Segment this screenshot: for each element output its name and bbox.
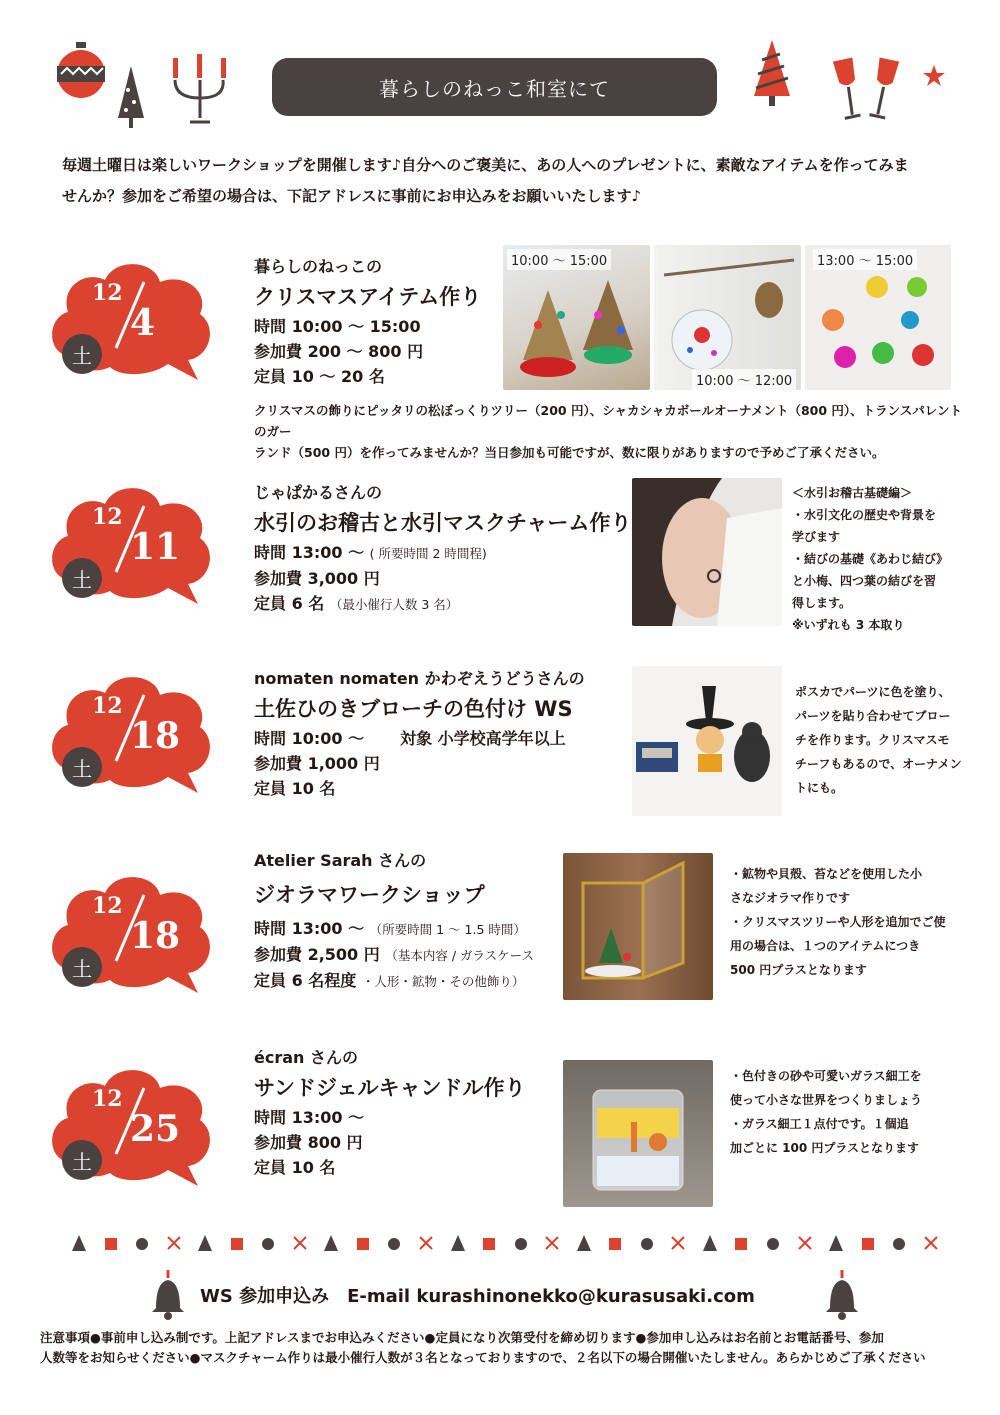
- target-text: 対象 小学校高学年以上: [400, 729, 566, 748]
- event-host: nomaten nomaten かわぞえうどうさんの: [254, 669, 585, 688]
- event-info: [254, 254, 481, 389]
- desc-line: 得します。: [792, 596, 852, 610]
- event-description: [730, 862, 980, 982]
- event-title: 水引のお稽古と水引マスクチャーム作り: [254, 511, 632, 535]
- badge-day: 18: [130, 915, 181, 957]
- christmas-icon-row: [70, 1228, 940, 1258]
- event-capacity: 定員 10 名: [254, 1158, 336, 1177]
- wine-glasses-icon: [832, 55, 902, 125]
- mask-charm-image: [632, 478, 782, 626]
- badge-day: 25: [130, 1108, 181, 1150]
- christmas-deco-icon: [827, 1233, 845, 1253]
- christmas-deco-icon: [133, 1233, 151, 1253]
- event-description: [730, 1064, 980, 1160]
- sand-gel-candle-image: [563, 1060, 713, 1207]
- event-info: [254, 1045, 526, 1180]
- event-time: [254, 540, 631, 566]
- desc-line: 使って小さな世界をつくりましょう: [730, 1093, 923, 1107]
- badge-month: 12: [92, 504, 123, 530]
- christmas-deco-icon: [259, 1233, 277, 1253]
- desc-line: ・ガラス細工１点付です。１個追: [730, 1117, 909, 1131]
- christmas-deco-icon: [196, 1233, 214, 1253]
- event-time: [254, 916, 534, 942]
- photo-pinecone-trees: [503, 245, 650, 390]
- photo-time-label: 13:00 ～ 15:00: [813, 249, 917, 270]
- note-line: ランド（500 円）を作ってみませんか？当日参加も可能ですが、数に限りがありますので予めご了承ください。: [254, 445, 885, 460]
- event-time: 時間 13:00 ～: [254, 1108, 365, 1127]
- christmas-deco-icon: [512, 1233, 530, 1253]
- event-fee: 参加費 1,000 円: [254, 754, 380, 773]
- event-title: サンドジェルキャンドル作り: [254, 1076, 526, 1100]
- intro-line: 毎週土曜日は楽しいワークショップを開催します♪自分へのご褒美に、あの人へのプレゼントに、素敵なアイテムを作ってみま: [62, 156, 909, 174]
- christmas-deco-icon: [291, 1233, 309, 1253]
- desc-line: パーツを貼り合わせてブロー: [795, 709, 951, 723]
- christmas-deco-icon: [165, 1233, 183, 1253]
- footer-line: 注意事項●事前申し込み制です。上記アドレスまでお申込みください●定員になり次第受付を締め切ります●参加申し込みはお名前とお電話番号、参加: [40, 1330, 884, 1345]
- event-title: クリスマスアイテム作り: [254, 285, 482, 309]
- date-badge: [40, 1058, 215, 1193]
- event-fee: 参加費 200 ～ 800 円: [254, 342, 424, 361]
- desc-line: ・結びの基礎《あわじ結び》: [792, 552, 949, 566]
- event-capacity: [254, 591, 631, 617]
- time-sub: （所要時間 1 ～ 1.5 時間）: [369, 922, 526, 937]
- event-note: [254, 400, 974, 463]
- badge-weekday: 土: [62, 334, 102, 374]
- intro-text: [62, 150, 942, 212]
- christmas-deco-icon: [732, 1233, 750, 1253]
- christmas-deco-icon: [890, 1233, 908, 1253]
- fee-text: 参加費 2,500 円: [254, 945, 380, 964]
- event-info: [254, 666, 585, 801]
- christmas-deco-icon: [417, 1233, 435, 1253]
- desc-line: トにも。: [795, 781, 844, 795]
- star-icon: [922, 64, 946, 88]
- desc-line: ポスカでパーツに色を塗り、: [795, 685, 951, 699]
- note-line: クリスマスの飾りにピッタリの松ぼっくりツリー（200 円）、シャカシャカボールオーナメント（800 円）、トランスパレントのガー: [254, 403, 962, 439]
- christmas-deco-icon: [669, 1233, 687, 1253]
- badge-weekday: 土: [62, 1140, 102, 1180]
- contact-email: WS 参加申込み E-mail kurashinonekko@kurasusaki.com: [200, 1286, 755, 1307]
- christmas-deco-icon: [575, 1233, 593, 1253]
- event-description: [795, 680, 980, 800]
- photo-sand-gel-candle: [563, 1060, 713, 1207]
- event-capacity: 定員 10 名: [254, 779, 336, 798]
- desc-line: ※いずれも 3 本取り: [792, 618, 905, 632]
- event-host: じゃぱかるさんの: [254, 483, 383, 502]
- event-fee: 参加費 3,000 円: [254, 569, 380, 588]
- christmas-deco-icon: [480, 1233, 498, 1253]
- desc-line: 500 円プラスとなります: [730, 963, 867, 977]
- badge-day: 4: [130, 302, 156, 344]
- desc-line: 用の場合は、１つのアイテムにつき: [730, 939, 921, 953]
- christmas-deco-icon: [102, 1233, 120, 1253]
- desc-line: と小梅、四つ葉の結びを習: [792, 574, 937, 588]
- christmas-deco-icon: [764, 1233, 782, 1253]
- badge-month: 12: [92, 893, 123, 919]
- christmas-deco-icon: [638, 1233, 656, 1253]
- fee-sub: （基本内容 / ガラスケース: [385, 948, 535, 963]
- footer-line: 人数等をお知らせください●マスクチャーム作りは最小催行人数が３名となっておりますので、２名以下の場合開催いたしません。あらかじめご了承ください: [40, 1350, 926, 1365]
- event-capacity: 定員 10 ～ 20 名: [254, 367, 385, 386]
- christmas-deco-icon: [606, 1233, 624, 1253]
- time-text: 時間 13:00 ～: [254, 919, 365, 938]
- photo-wooden-brooches: [632, 666, 782, 816]
- desc-line: ・水引文化の歴史や背景を: [792, 508, 937, 522]
- capacity-sub: ・人形・鉱物・その他飾り）: [361, 974, 525, 989]
- desc-line: ・色付きの砂や可愛いガラス細工を: [730, 1069, 922, 1083]
- time-text: 時間 10:00 ～: [254, 729, 365, 748]
- christmas-deco-icon: [322, 1233, 340, 1253]
- capacity-sub: （最小催行人数 3 名）: [329, 597, 459, 612]
- desc-line: 学びます: [792, 530, 841, 544]
- date-badge: [40, 865, 215, 1000]
- bell-icon: [822, 1270, 862, 1320]
- diorama-image: [563, 853, 713, 1000]
- desc-line: ・鉱物や貝殻、苔などを使用した小: [730, 867, 923, 881]
- time-sub: ( 所要時間 2 時間程): [369, 546, 487, 561]
- badge-weekday: 土: [62, 558, 102, 598]
- striped-tree-icon: [752, 40, 792, 106]
- photo-time-label: 10:00 ～ 12:00: [692, 369, 796, 390]
- badge-weekday: 土: [62, 747, 102, 787]
- footer-notes: [40, 1328, 970, 1368]
- desc-line: 加ごとに 100 円プラスとなります: [730, 1141, 920, 1155]
- desc-line: ＜水引お稽古基礎編＞: [792, 486, 913, 500]
- desc-line: さなジオラマ作りです: [730, 891, 851, 905]
- capacity-text: 定員 6 名: [254, 594, 325, 613]
- desc-line: チーフもあるので、オーナメン: [795, 757, 962, 771]
- desc-line: ・クリスマスツリーや人形を追加でご使: [730, 915, 946, 929]
- event-time: [254, 726, 585, 751]
- christmas-deco-icon: [385, 1233, 403, 1253]
- ornament-ball-icon: [55, 42, 107, 102]
- christmas-deco-icon: [354, 1233, 372, 1253]
- badge-day: 18: [130, 715, 181, 757]
- event-capacity: [254, 968, 534, 994]
- header-title: 暮らしのねっこ和室にて: [272, 58, 717, 116]
- bell-icon: [148, 1270, 188, 1320]
- date-badge: [40, 252, 215, 387]
- time-text: 時間 13:00 ～: [254, 543, 365, 562]
- christmas-deco-icon: [449, 1233, 467, 1253]
- desc-line: チを作ります。クリスマスモ: [795, 733, 950, 747]
- christmas-deco-icon: [543, 1233, 561, 1253]
- event-title: ジオラマワークショップ: [254, 883, 485, 907]
- capacity-text: 定員 6 名程度: [254, 971, 357, 990]
- event-info: [254, 480, 631, 617]
- christmas-deco-icon: [701, 1233, 719, 1253]
- badge-weekday: 土: [62, 947, 102, 987]
- small-tree-icon: [116, 66, 146, 128]
- christmas-deco-icon: [796, 1233, 814, 1253]
- christmas-deco-icon: [228, 1233, 246, 1253]
- photo-mask-charm: [632, 478, 782, 626]
- badge-day: 11: [130, 526, 181, 568]
- candelabra-icon: [165, 52, 235, 127]
- event-description: [792, 482, 982, 636]
- badge-month: 12: [92, 1086, 123, 1112]
- event-fee: 参加費 800 円: [254, 1133, 363, 1152]
- date-badge: [40, 665, 215, 800]
- date-badge: [40, 476, 215, 611]
- event-host: 暮らしのねっこの: [254, 257, 383, 276]
- badge-month: 12: [92, 280, 123, 306]
- photo-time-label: 10:00 ～ 15:00: [507, 249, 611, 270]
- photo-star-garland: [805, 245, 951, 390]
- event-title: 土佐ひのきブローチの色付け WS: [254, 697, 573, 721]
- photo-diorama: [563, 853, 713, 1000]
- event-time: 時間 10:00 ～ 15:00: [254, 317, 421, 336]
- christmas-deco-icon: [70, 1233, 88, 1253]
- photo-shaker-ornament: [654, 245, 801, 390]
- wooden-brooches-image: [632, 666, 782, 816]
- christmas-deco-icon: [922, 1233, 940, 1253]
- intro-line: せんか？参加をご希望の場合は、下記アドレスに事前にお申込みをお願いいたします♪: [62, 187, 642, 205]
- badge-month: 12: [92, 693, 123, 719]
- christmas-deco-icon: [859, 1233, 877, 1253]
- event-fee: [254, 942, 534, 968]
- event-host: Atelier Sarah さんの: [254, 851, 427, 870]
- event-info: [254, 848, 534, 994]
- event-host: écran さんの: [254, 1048, 358, 1067]
